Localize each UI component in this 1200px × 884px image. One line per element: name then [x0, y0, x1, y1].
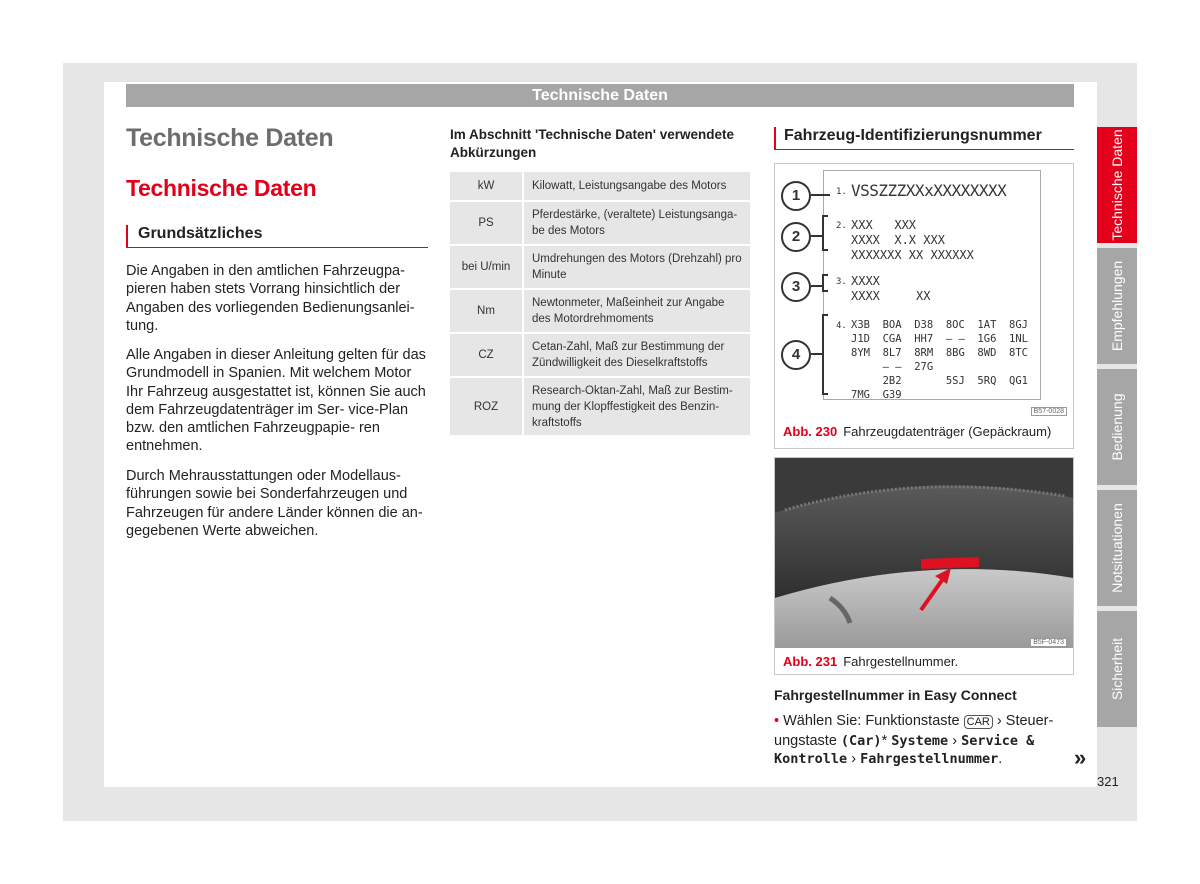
- chapter-title: Technische Daten: [126, 124, 334, 152]
- side-tab-label: Sicherheit: [1109, 637, 1125, 701]
- plate-text: X3B BOA D38 8OC 1AT 8GJ: [851, 319, 1029, 331]
- bullet: •: [774, 713, 780, 729]
- plate-line-number: 3.: [836, 277, 847, 287]
- paragraph: Durch Mehrausstattungen oder Modellaus- führungen sowie bei Sonderfahrzeugen und Fahrzeugen für andere Länder können die an- gegebenen Werte abweichen.: [126, 468, 423, 539]
- side-tab-label: Technische Daten: [1109, 129, 1125, 241]
- figure-chassis-photo: [774, 457, 1074, 675]
- abbr-cell: PS: [450, 202, 524, 244]
- side-tab-notsituationen[interactable]: [1097, 490, 1137, 606]
- path-separator: ›: [952, 732, 958, 749]
- page-number: 321: [1097, 774, 1119, 789]
- figure-number: Abb. 231: [783, 654, 838, 669]
- plate-text: 2B2 5SJ 5RQ QG1: [851, 375, 1029, 387]
- instruction-text: Wählen Sie: Funktionstaste: [783, 713, 960, 729]
- abbr-cell: kW: [450, 172, 524, 200]
- callout-marker: 4: [781, 340, 811, 370]
- plate-text: XXXX XX: [851, 289, 931, 303]
- image-code: B5F-0473: [1030, 638, 1067, 647]
- subsection-title: Grundsätzliches: [138, 225, 263, 242]
- abbr-cell: bei U/min: [450, 246, 524, 288]
- abbreviation-table: [450, 170, 750, 437]
- continue-marker: »: [1074, 745, 1087, 770]
- side-tab-label: Empfehlungen: [1109, 260, 1125, 352]
- plate-text: XXX XXX: [851, 218, 917, 232]
- table-title: Im Abschnitt 'Technische Daten' verwendete Abkürzungen: [450, 127, 734, 160]
- paragraph: Die Angaben in den amtlichen Fahrzeugpa- pieren haben stets Vorrang hinsichtlich der Angaben des vorliegenden Bedienungsanlei- tung.: [126, 263, 415, 334]
- paragraph: Alle Angaben in dieser Anleitung gelten für das Grundmodell in Spanien. Mit welchem Motor Ihr Fahrzeug ausgestattet ist, können Sie auch dem Fahrzeugdatenträger im Ser- vice-Plan bzw. den amtlichen Fahrzeugpapie- ren entnehmen.: [126, 347, 426, 455]
- desc-cell: Newtonmeter, Maßeinheit zur Angabe des Motordrehmoments: [524, 290, 750, 332]
- abbr-cell: CZ: [450, 334, 524, 376]
- desc-cell: Cetan-Zahl, Maß zur Bestimmung der Zündwilligkeit des Dieselkraftstoffs: [524, 334, 750, 376]
- side-tab-label: Bedienung: [1109, 393, 1125, 461]
- car-key-label: CAR: [964, 715, 993, 729]
- side-tab-bedienung[interactable]: [1097, 369, 1137, 485]
- right-section-title: Fahrzeug-Identifizierungsnummer: [784, 127, 1042, 144]
- menu-path-item: (Car): [840, 732, 882, 749]
- figure-data-plate: [774, 163, 1074, 449]
- side-tab-empfehlungen[interactable]: [1097, 248, 1137, 364]
- abbr-cell: ROZ: [450, 378, 524, 435]
- menu-path-item: Systeme: [891, 732, 949, 749]
- figure-number: Abb. 230: [783, 424, 838, 439]
- subsection-heading: [126, 225, 428, 248]
- plate-text: J1D CGA HH7 – – 1G6 1NL: [851, 333, 1029, 345]
- desc-cell: Umdrehungen des Motors (Drehzahl) pro Minute: [524, 246, 750, 288]
- table-row: [450, 334, 750, 376]
- vin-text: VSSZZZXXxXXXXXXXX: [851, 181, 1007, 200]
- menu-path-item: Service & Kontrolle: [774, 732, 1035, 767]
- side-tab-sicherheit[interactable]: [1097, 611, 1137, 727]
- figure-caption: [783, 654, 958, 669]
- instruction-text: *: [881, 732, 888, 749]
- callout-marker: 3: [781, 272, 811, 302]
- header-bar: Technische Daten: [126, 84, 1074, 107]
- plate-text: – – 27G: [851, 361, 934, 373]
- table-row: [450, 202, 750, 244]
- caption-text: Fahrgestellnummer.: [843, 654, 959, 669]
- dashboard-photo: [775, 458, 1073, 648]
- plate-text: XXXXXXX XX XXXXXX: [851, 248, 974, 262]
- table-row: [450, 172, 750, 200]
- plate-line-number: 4.: [836, 321, 847, 331]
- section-title: Technische Daten: [126, 175, 317, 201]
- table-row: [450, 290, 750, 332]
- callout-lines: [775, 164, 1073, 414]
- figure-caption: [783, 424, 1051, 439]
- side-tab-technische-daten[interactable]: [1097, 127, 1137, 243]
- abbr-cell: Nm: [450, 290, 524, 332]
- path-separator: ›: [851, 751, 857, 767]
- desc-cell: Kilowatt, Leistungsangabe des Motors: [524, 172, 750, 200]
- right-section-heading: [774, 127, 1074, 150]
- table-row: [450, 378, 750, 435]
- caption-text: Fahrzeugdatenträger (Gepäckraum): [843, 424, 1052, 439]
- easy-connect-instruction: [774, 712, 1074, 769]
- side-tab-label: Notsituationen: [1109, 503, 1125, 593]
- callout-marker: 2: [781, 222, 811, 252]
- easy-connect-heading: Fahrgestellnummer in Easy Connect: [774, 687, 1017, 703]
- desc-cell: Pferdestärke, (veraltete) Leistungsanga- be des Motors: [524, 202, 750, 244]
- plate-text: 7MG G39: [851, 389, 902, 401]
- plate-text: XXXX: [851, 274, 880, 288]
- instruction-text: › Steuer- ungstaste: [774, 713, 1054, 749]
- plate-line-number: 1.: [836, 187, 847, 197]
- menu-path-item: Fahrgestellnummer: [860, 751, 999, 767]
- desc-cell: Research-Oktan-Zahl, Maß zur Bestim- mung der Klopffestigkeit des Benzin- kraftstoffs: [524, 378, 750, 435]
- image-code: B57-0028: [1031, 407, 1067, 416]
- plate-text: 8YM 8L7 8RM 8BG 8WD 8TC: [851, 347, 1029, 359]
- table-row: [450, 246, 750, 288]
- callout-marker: 1: [781, 181, 811, 211]
- plate-line-number: 2.: [836, 221, 847, 231]
- plate-text: XXXX X.X XXX: [851, 233, 945, 247]
- instruction-text: .: [998, 751, 1003, 767]
